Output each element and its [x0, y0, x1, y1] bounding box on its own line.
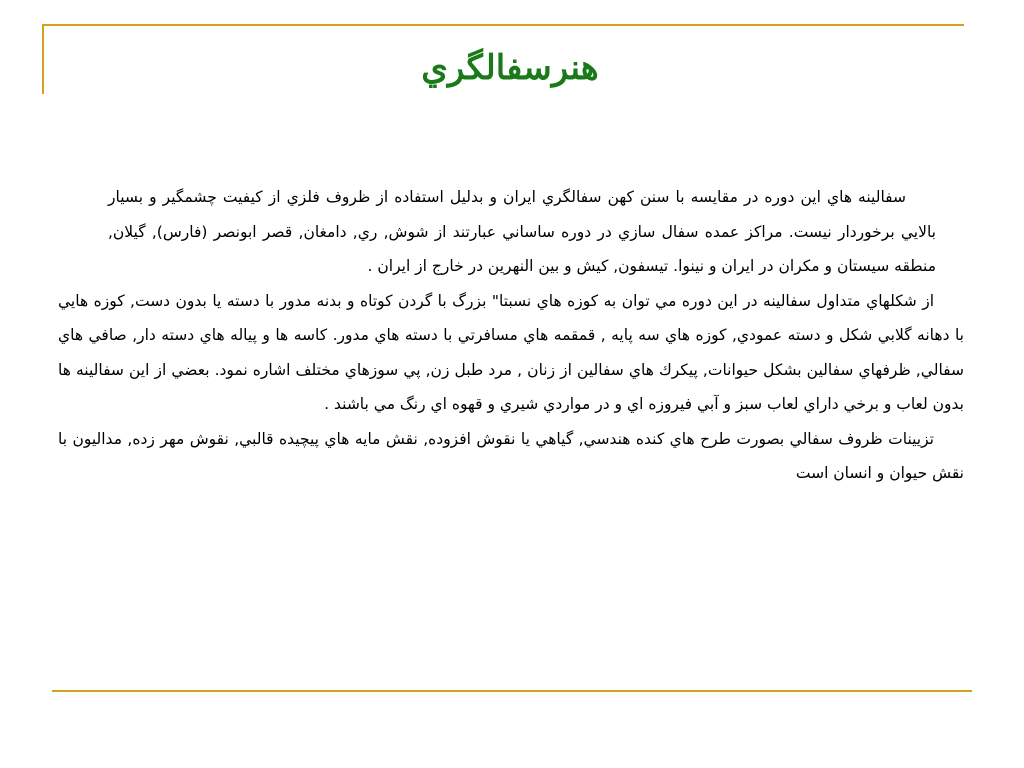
slide-body: [58, 180, 964, 491]
footer-rule: [52, 690, 972, 692]
frame-top-rule: [42, 24, 964, 26]
paragraph-2: از شكلهاي متداول سفالينه در اين دوره مي توان به كوزه هاي نسبتا" بزرگ با گردن كوتاه و بدنه مدور با دسته يا بدون دست, كوزه هايي با دهانه گلابي شكل و دسته عمودي, كوزه هاي سه پايه , قمقمه هاي مسافرتي با دسته هاي مدور. كاسه ها و پياله هاي دسته دار, صافي هاي سفالي, ظرفهاي سفالين بشكل حيوانات, پيكرك هاي سفالين از زنان , مرد طبل زن, پي سوزهاي مختلف اشاره نمود. بعضي از اين سفالينه ها بدون لعاب و برخي داراي لعاب سبز و آبي فيروزه اي و در مواردي شيري و قهوه اي رنگ مي باشند .: [58, 291, 964, 413]
paragraph-1: سفالينه هاي اين دوره در مقايسه با سنن كهن سفالگري ايران و بدليل استفاده از ظروف فلزي از كيفيت چشمگير و بسيار بالايي برخوردار نيست. مراكز عمده سفال سازي در دوره ساساني عبارتند از شوش, ري, دامغان, قصر ابونصر (فارس), گيلان, منطقه سيستان و مكران در ايران و نينوا. تيسفون, كيش و بين النهرين در خارج از ايران .: [108, 188, 936, 275]
frame-left-rule: [42, 24, 44, 94]
paragraph-3: تزيينات ظروف سفالي بصورت طرح هاي كنده هندسي, گياهي يا نقوش افزوده, نقش مايه هاي پيچيده قالبي, نقوش مهر زده, مداليون با نقش حيوان و انسان است: [58, 429, 964, 482]
slide-title: هنرسفالگري: [421, 48, 599, 88]
